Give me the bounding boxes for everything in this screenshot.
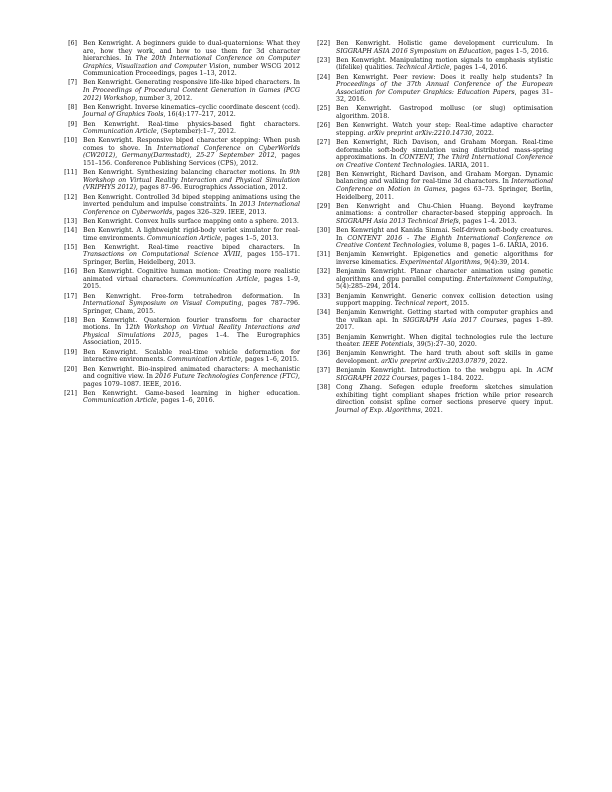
reference-authors-title: Ben Kenwright. Manipulating motion signals to emphasis stylistic (lifelike) qualities. (336, 56, 553, 72)
reference-number: [13] (64, 217, 77, 225)
reference-entry (60, 317, 300, 347)
reference-venue: Transactions on Computational Science XVIII (83, 251, 241, 259)
reference-authors-title: Benjamin Kenwright. Generic convex collision detection using support mapping. (336, 292, 553, 308)
reference-text (83, 317, 300, 347)
reference-details: , (September):1–7, 2012. (156, 128, 237, 136)
reference-details: , pages 31–32, 2016. (336, 88, 553, 104)
reference-number: [32] (317, 268, 330, 276)
reference-text (83, 293, 300, 316)
reference-number: [26] (317, 122, 330, 130)
reference-entry (60, 169, 300, 192)
reference-text (83, 79, 300, 102)
reference-venue: 9th Workshop on Virtual Reality Interaction and Physical Simulation (VRIPHYS 2012) (83, 169, 300, 192)
reference-entry (60, 137, 300, 167)
reference-venue: 2013 International Conference on Cyberworlds (83, 201, 300, 216)
reference-authors-title: Ben Kenwright, Richard Davison, and Graham Morgan. Dynamic balancing and walking for real-time 3d characters. In (336, 170, 553, 186)
reference-entry (60, 390, 300, 405)
reference-venue: Proceedings of the 37th Annual Conference of the European Association for Computer Graphics: Education Papers (336, 81, 553, 96)
reference-venue: Entertainment Computing (466, 275, 551, 283)
reference-authors-title: Benjamin Kenwright. Getting started with computer graphics and the vulkan api. In (336, 309, 553, 324)
reference-details: , pages 326–329. IEEE, 2013. (172, 208, 267, 216)
reference-authors-title: Benjamin Kenwright. The hard truth about soft skills in game development. (336, 350, 553, 365)
reference-text (83, 366, 300, 389)
reference-authors-title: Ben Kenwright. Quaternion fourier transform for character motions. In (83, 316, 300, 332)
reference-number: [20] (64, 365, 77, 373)
reference-authors-title: Ben Kenwright. Cognitive human motion: Creating more realistic animated virtual characters. (83, 268, 300, 283)
reference-details: , pages 155–171. Springer, Berlin, Heidelberg, 2013. (83, 251, 300, 266)
reference-text (83, 349, 300, 364)
reference-entry (313, 309, 553, 332)
reference-text (336, 40, 553, 55)
reference-number: [37] (317, 367, 330, 375)
reference-number: [29] (317, 202, 330, 210)
reference-details: , pages 1–4, 2016. (449, 64, 508, 72)
reference-entry (313, 203, 553, 226)
reference-number: [25] (317, 105, 330, 113)
reference-number: [22] (317, 40, 330, 47)
reference-number: [7] (68, 79, 77, 87)
reference-venue: SIGGRAPH Asia 2017 Courses (402, 316, 507, 324)
reference-entry (60, 79, 300, 102)
reference-authors-title: Ben Kenwright. Generating responsive life-like biped characters. In (83, 79, 300, 87)
reference-details: , pages 1–5, 2013. (220, 234, 279, 242)
reference-authors-title: Ben Kenwright. Real-time reactive biped characters. In (83, 243, 300, 251)
reference-text (336, 74, 553, 104)
reference-text (83, 169, 300, 192)
reference-details: , pages 1–9, 2015. (83, 275, 301, 291)
reference-authors-title: Ben Kenwright, Rich Davison, and Graham Morgan. Real-time deformable soft-body simulation using distributed mass-spring approximations. In (336, 139, 553, 162)
reference-text (336, 122, 553, 137)
reference-authors-title: Ben Kenwright. Synthesizing balancing character motions. In (83, 169, 290, 177)
reference-venue: The 20th International Conference on Computer Graphics, Visualization and Computer Vision (83, 55, 301, 70)
reference-number: [17] (64, 292, 77, 300)
reference-text (336, 251, 553, 266)
reference-text (83, 104, 300, 119)
reference-text (336, 350, 553, 365)
reference-authors-title: Ben Kenwright. Watch your step: Real-time adaptive character stepping. (336, 122, 553, 137)
reference-number: [18] (64, 316, 77, 324)
reference-text (83, 137, 300, 167)
reference-text (336, 227, 553, 250)
reference-details: , 2022. (471, 129, 494, 137)
reference-details: , pages 1–4. 2013. (458, 217, 517, 225)
reference-entry (60, 218, 300, 226)
reference-number: [28] (317, 170, 330, 178)
reference-text (83, 390, 300, 405)
reference-entry (313, 251, 553, 266)
reference-entry (60, 349, 300, 364)
reference-entry (313, 350, 553, 365)
reference-entry (313, 293, 553, 308)
reference-number: [23] (317, 56, 330, 64)
reference-venue: Communication Article (83, 397, 157, 405)
reference-number: [34] (317, 309, 330, 317)
reference-text (336, 309, 553, 332)
reference-entry (313, 57, 553, 72)
reference-number: [8] (68, 103, 77, 111)
reference-entry (60, 227, 300, 242)
reference-venue: International Symposium on Visual Computing (83, 300, 242, 308)
reference-venue: 2016 Future Technologies Conference (FTC) (155, 373, 298, 381)
reference-venue: Technical Article (395, 64, 450, 72)
reference-authors-title: Ben Kenwright. Bio-inspired animated characters: A mechanistic and cognitive view. In (83, 365, 300, 381)
references-left-column (60, 40, 300, 407)
reference-details: , 2022. (485, 357, 508, 365)
reference-entry (60, 40, 300, 78)
reference-number: [38] (317, 383, 330, 391)
reference-details: , pages 1079–1087. IEEE, 2016. (83, 373, 300, 388)
reference-entry (60, 366, 300, 389)
reference-number: [27] (317, 139, 330, 146)
reference-entry (313, 227, 553, 250)
reference-venue: arXiv preprint arXiv:2210.14730 (367, 129, 472, 137)
reference-number: [33] (317, 292, 330, 300)
reference-entry (313, 122, 553, 137)
reference-entry (313, 334, 553, 349)
reference-venue: Technical report (394, 300, 448, 308)
reference-authors-title: Ben Kenwright. Controlled 3d biped stepping animations using the inverted pendulum and impulse constraints. In (83, 193, 300, 209)
reference-details: , number WSCG 2012 Communication Proceedings, pages 1–13, 2012. (83, 62, 300, 78)
reference-details: , 2021. (420, 406, 443, 414)
reference-authors-title: Benjamin Kenwright. Introduction to the webgpu api. In (336, 367, 538, 375)
reference-venue: CONTENT, The Third International Conference on Creative Content Technologies (336, 154, 554, 169)
reference-details: , 16(4):177–217, 2012. (163, 111, 236, 119)
reference-authors-title: Ben Kenwright. Free-form tetrahedron deformation. In (83, 292, 300, 300)
reference-venue: Communication Article (182, 275, 258, 283)
reference-number: [30] (317, 227, 330, 235)
reference-authors-title: Benjamin Kenwright. Planar character animation using genetic algorithms and gpu parallel computing. (336, 268, 553, 283)
reference-authors-title: Ben Kenwright and Chu-Chien Huang. Beyond keyframe animations: a controller character-based stepping approach. In (336, 202, 553, 218)
reference-venue: 12th Workshop on Virtual Reality Interactions and Physical Simulations 2015 (83, 324, 300, 339)
reference-entry (313, 105, 553, 120)
reference-authors-title: Ben Kenwright. Peer review: Does it really help students? In (336, 73, 553, 81)
reference-venue: In Proceedings of Procedural Content Generation in Games (PCG 2012) Workshop (83, 86, 300, 102)
reference-authors-title: Ben Kenwright. Convex hulls surface mapping onto a sphere. 2013. (83, 217, 299, 225)
reference-text (336, 293, 553, 308)
reference-entry (60, 244, 300, 267)
reference-text (336, 367, 553, 382)
reference-number: [21] (64, 389, 77, 397)
reference-text (83, 194, 300, 217)
reference-authors-title: Ben Kenwright. Gastropod mollusc (or slug) optimisation algorithm. 2018. (336, 105, 553, 120)
reference-authors-title: Ben Kenwright. Responsive biped character stepping: When push comes to shove. In (83, 137, 300, 152)
reference-entry (60, 121, 300, 136)
reference-number: [11] (64, 169, 77, 177)
reference-text (336, 171, 553, 201)
reference-number: [14] (64, 227, 77, 235)
reference-number: [31] (317, 251, 330, 259)
reference-number: [24] (317, 73, 330, 81)
reference-details: , volume 8, pages 1–6. IARIA, 2016. (434, 242, 549, 250)
reference-authors-title: Ben Kenwright and Kanida Sinmai. Self-driven soft-body creatures. In (336, 227, 553, 242)
reference-number: [6] (68, 40, 77, 47)
reference-number: [15] (64, 243, 77, 251)
reference-details: , pages 1–89. 2017. (336, 316, 553, 332)
reference-details: , pages 1–6, 2016. (156, 397, 215, 405)
reference-details: , pages 1–4. The Eurographics Association, 2015. (83, 331, 300, 347)
reference-authors-title: Ben Kenwright. Real-time physics-based fight characters. (83, 120, 300, 128)
reference-venue: Experimental Algorithms (399, 258, 481, 266)
reference-text (336, 334, 553, 349)
reference-venue: SIGGRAPH ASIA 2016 Symposium on Education (336, 47, 491, 55)
reference-venue: Communication Article (146, 234, 221, 242)
reference-venue: IEEE Potentials (362, 341, 413, 349)
reference-entry (60, 268, 300, 291)
reference-entry (60, 104, 300, 119)
reference-details: , pages 787–796. Springer, Cham, 2015. (83, 300, 301, 315)
reference-details: , 9(4):39, 2014. (480, 258, 530, 266)
reference-text (336, 384, 553, 414)
reference-authors-title: Ben Kenwright. A beginners guide to dual-quaternions: What they are, how they work, and how to use them for 3d character hierarchies. In (83, 40, 300, 63)
reference-number: [35] (317, 333, 330, 341)
reference-entry (60, 293, 300, 316)
reference-number: [36] (317, 350, 330, 358)
reference-details: , pages 1–5, 2016. (490, 47, 549, 55)
reference-venue: Journal of Graphics Tools (83, 111, 164, 119)
references-right-column (313, 40, 553, 416)
reference-number: [12] (64, 193, 77, 201)
reference-authors-title: Ben Kenwright. Game-based learning in higher education. (83, 389, 300, 397)
reference-venue: CONTENT 2016 - The Eighth International Conference on Creative Content Technologies (336, 234, 553, 250)
reference-number: [19] (64, 348, 77, 356)
reference-venue: International Conference on CyberWorlds (CW2012), Germany(Darmstadt), 25-27 September 2012 (83, 144, 300, 160)
reference-entry (60, 194, 300, 217)
reference-text (83, 121, 300, 136)
reference-details: . IARIA, 2011. (444, 161, 490, 169)
reference-entry (313, 139, 553, 169)
reference-venue: Journal of Exp. Algorithms (336, 406, 421, 414)
reference-details: , number 3, 2012. (135, 94, 193, 102)
reference-details: , 2015. (447, 300, 470, 308)
reference-venue: International Conference on Motion in Games (336, 178, 553, 193)
reference-venue: SIGGRAPH Asia 2013 Technical Briefs (336, 217, 459, 225)
reference-details: , pages 1–184. 2022. (417, 374, 484, 382)
reference-details: , pages 87–96. Eurographics Association, 2012. (135, 184, 288, 192)
reference-text (336, 105, 553, 120)
reference-venue: ACM SIGGRAPH 2022 Courses (336, 367, 553, 382)
reference-authors-title: Cong Zhang. Sefegen eduple freeform sketches simulation exhibiting tight compliant shapes friction while prior research direction consist spline corner sections preserve query input. (336, 383, 553, 407)
reference-number: [10] (64, 137, 77, 145)
reference-text (336, 203, 553, 226)
reference-text (83, 244, 300, 267)
reference-details: , pages 1–6, 2015. (240, 356, 299, 364)
reference-entry (313, 40, 553, 55)
reference-number: [9] (68, 120, 77, 128)
reference-authors-title: Ben Kenwright. Inverse kinematics–cyclic coordinate descent (ccd). (83, 103, 300, 111)
reference-details: , pages 63–73. Springer, Berlin, Heidelberg, 2011. (336, 185, 553, 201)
reference-authors-title: Ben Kenwright. Holistic game development curriculum. In (336, 40, 553, 47)
reference-entry (313, 74, 553, 104)
reference-venue: arXiv preprint arXiv:2203.07879 (381, 357, 486, 365)
reference-entry (313, 268, 553, 291)
reference-number: [16] (64, 268, 77, 276)
reference-entry (313, 384, 553, 414)
reference-text (83, 268, 300, 291)
reference-text (83, 227, 300, 242)
reference-text (336, 139, 553, 169)
reference-venue: Communication Article (83, 128, 157, 136)
reference-authors-title: Benjamin Kenwright. When digital technologies rule the lecture theater. (336, 333, 553, 349)
reference-authors-title: Ben Kenwright. A lightweight rigid-body verlet simulator for real-time environments. (83, 227, 300, 242)
reference-entry (313, 367, 553, 382)
reference-text (83, 218, 300, 226)
reference-details: , pages 151–156. Conference Publishing Services (CPS), 2012. (83, 152, 300, 167)
reference-text (83, 40, 300, 78)
reference-text (336, 57, 553, 72)
reference-authors-title: Benjamin Kenwright. Epigenetics and genetic algorithms for inverse kinematics. (336, 251, 553, 266)
reference-entry (313, 171, 553, 201)
reference-authors-title: Ben Kenwright. Scalable real-time vehicle deformation for interactive environments. (83, 348, 300, 364)
reference-details: , 5(4):285–294, 2014. (336, 275, 553, 291)
reference-venue: Communication Article (167, 356, 241, 364)
reference-text (336, 268, 553, 291)
reference-details: , 39(5):27–30, 2020. (412, 341, 477, 349)
